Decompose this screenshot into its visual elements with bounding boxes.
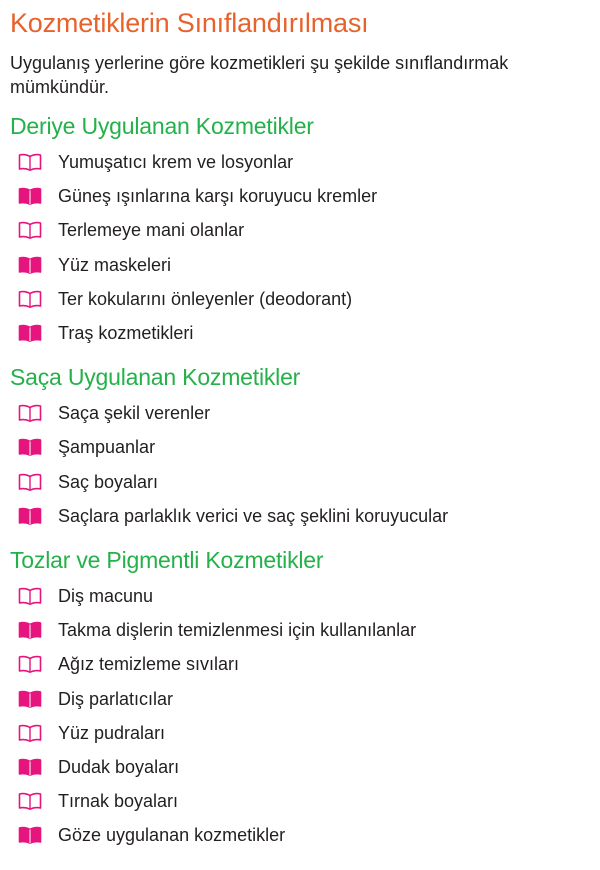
open-book-outline-icon: [18, 792, 42, 810]
list-item-label: Traş kozmetikleri: [58, 323, 194, 344]
list-item-label: Saç boyaları: [58, 471, 159, 492]
list-item: [10, 750, 600, 784]
open-book-outline-icon: [18, 655, 42, 673]
list-item-label: Göze uygulanan kozmetikler: [58, 825, 286, 846]
intro-paragraph: Uygulanış yerlerine göre kozmetikleri şu şekilde sınıflandırmak mümkündür.: [10, 53, 509, 97]
list-item-label: Güneş ışınlarına karşı koruyucu kremler: [58, 186, 378, 207]
list-item: [10, 145, 600, 179]
open-book-filled-icon: [18, 256, 42, 274]
list-item-label: Tırnak boyaları: [58, 791, 179, 812]
section-heading: Deriye Uygulanan Kozmetikler: [10, 113, 314, 139]
list-item: [10, 499, 600, 533]
list-item: [10, 430, 600, 464]
open-book-outline-icon: [18, 221, 42, 239]
section-1: [10, 111, 600, 350]
list-item: [10, 465, 600, 499]
list-item: [10, 248, 600, 282]
open-book-filled-icon: [18, 187, 42, 205]
list-item-label: Yüz maskeleri: [58, 254, 172, 275]
open-book-filled-icon: [18, 758, 42, 776]
list-item: [10, 396, 600, 430]
list-item-label: Saçlara parlaklık verici ve saç şeklini koruyucular: [58, 505, 449, 526]
open-book-outline-icon: [18, 290, 42, 308]
open-book-filled-icon: [18, 324, 42, 342]
list-item-label: Yumuşatıcı krem ve losyonlar: [58, 152, 294, 173]
open-book-filled-icon: [18, 507, 42, 525]
sections-container: [10, 111, 600, 852]
list-item: [10, 784, 600, 818]
section-2: [10, 362, 600, 533]
section-heading: Saça Uygulanan Kozmetikler: [10, 364, 301, 391]
section-3: [10, 545, 600, 853]
list-item-label: Yüz pudraları: [58, 722, 166, 743]
list-item: [10, 716, 600, 750]
list-item: [10, 282, 600, 316]
list-item: [10, 179, 600, 213]
section-heading: Tozlar ve Pigmentli Kozmetikler: [10, 546, 324, 573]
page-title: Kozmetiklerin Sınıflandırılması: [10, 8, 369, 38]
list-item: [10, 681, 600, 715]
open-book-filled-icon: [18, 690, 42, 708]
list-item-label: Şampuanlar: [58, 437, 156, 458]
list-item-label: Ağız temizleme sıvıları: [58, 654, 240, 675]
open-book-filled-icon: [18, 621, 42, 639]
open-book-outline-icon: [18, 724, 42, 742]
list-item-label: Diş macunu: [58, 585, 154, 606]
list-item: [10, 818, 600, 852]
open-book-filled-icon: [18, 826, 42, 844]
open-book-outline-icon: [18, 587, 42, 605]
item-list: [10, 396, 600, 533]
list-item: [10, 213, 600, 247]
list-item: [10, 647, 600, 681]
list-item-label: Ter kokularını önleyenler (deodorant): [58, 288, 353, 309]
list-item: [10, 613, 600, 647]
list-item-label: Saça şekil verenler: [58, 403, 211, 424]
list-item-label: Diş parlatıcılar: [58, 688, 174, 709]
open-book-filled-icon: [18, 438, 42, 456]
open-book-outline-icon: [18, 404, 42, 422]
open-book-outline-icon: [18, 153, 42, 171]
list-item-label: Terlemeye mani olanlar: [58, 220, 245, 241]
list-item: [10, 316, 600, 350]
item-list: [10, 579, 600, 853]
list-item-label: Takma dişlerin temizlenmesi için kullanılanlar: [58, 620, 417, 641]
list-item: [10, 579, 600, 613]
list-item-label: Dudak boyaları: [58, 756, 180, 777]
item-list: [10, 145, 600, 350]
open-book-outline-icon: [18, 473, 42, 491]
